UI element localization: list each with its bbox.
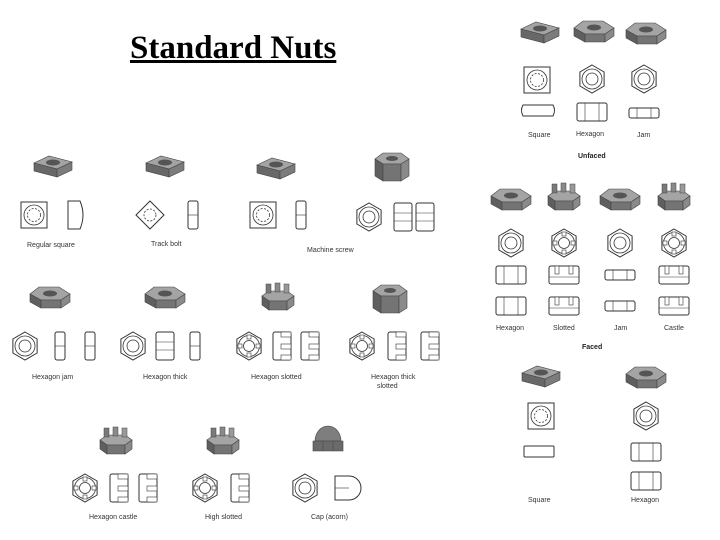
label-slotted: Slotted	[553, 325, 575, 332]
label-hexagon-thick: Hexagon thick	[143, 374, 188, 381]
label-square: Square	[528, 132, 551, 139]
label-machine-screw: Machine screw	[307, 247, 354, 254]
label-hexagon-slotted: Hexagon slotted	[251, 374, 302, 381]
label-hexagon-thick-slotted-2: slotted	[377, 383, 398, 390]
label-faced-hexagon: Hexagon	[496, 325, 525, 332]
label-faced: Faced	[582, 344, 603, 351]
page-title: Standard Nuts	[130, 30, 337, 66]
label-hexagon-thick-slotted-1: Hexagon thick	[371, 374, 416, 381]
label-regular-square: Regular square	[27, 242, 75, 249]
label-hexagon-castle: Hexagon castle	[89, 514, 138, 521]
label-castle: Castle	[664, 325, 684, 332]
label-bottom-square: Square	[528, 497, 551, 504]
label-unfaced: Unfaced	[578, 153, 606, 160]
label-high-slotted: High slotted	[205, 514, 242, 521]
label-faced-jam: Jam	[614, 325, 628, 332]
label-jam: Jam	[637, 132, 651, 139]
label-hexagon: Hexagon	[576, 131, 605, 138]
label-cap-acorn: Cap (acorn)	[311, 514, 348, 521]
label-bottom-hexagon: Hexagon	[631, 497, 660, 504]
label-hexagon-jam: Hexagon jam	[32, 374, 74, 381]
label-track-bolt: Track bolt	[151, 241, 182, 248]
